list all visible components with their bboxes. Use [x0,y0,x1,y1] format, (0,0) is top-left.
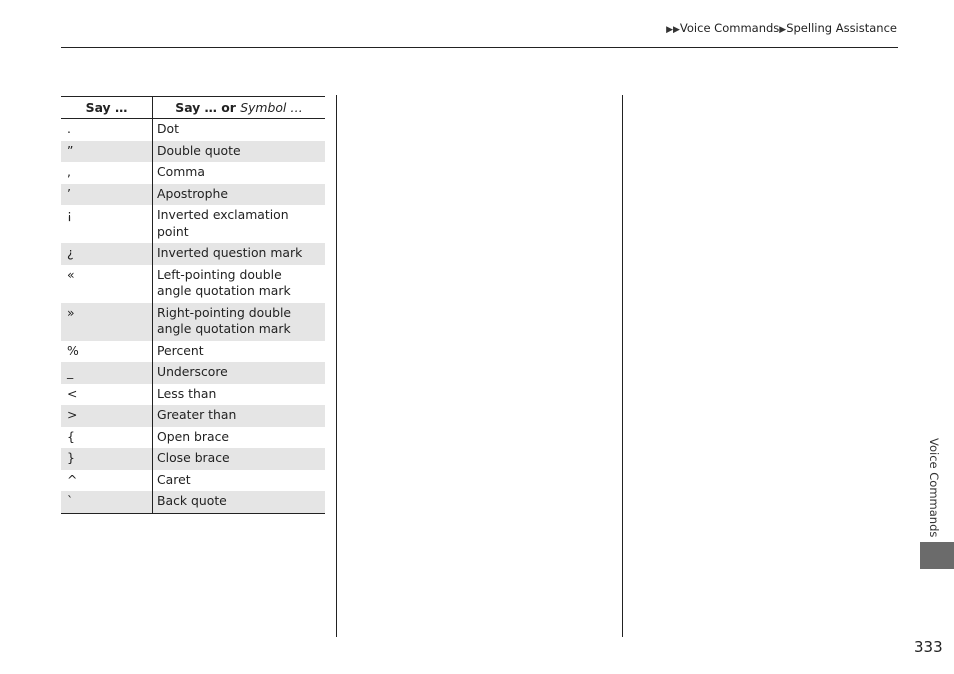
say-cell: Double quote [153,141,326,163]
table-row [61,162,325,184]
symbol-cell: . [67,121,71,136]
say-cell: Right-pointing double angle quotation mark [153,303,326,341]
table-row [61,448,325,470]
symbol-cell: ` [61,491,153,513]
table-row [61,384,325,406]
header-say-or-symbol: Say … or Symbol … [153,97,326,119]
say-cell: Inverted exclamation point [153,205,326,243]
table-row [61,470,325,492]
say-cell: Less than [153,384,326,406]
say-cell: Comma [153,162,326,184]
table-header-row [61,97,325,119]
table-row [61,341,325,363]
breadcrumb-arrow-icon: ▶ [673,25,680,35]
say-cell: Caret [153,470,326,492]
table-row [61,119,325,141]
breadcrumb-arrow-icon: ▶ [779,25,787,35]
table-row [61,362,325,384]
say-cell: Inverted question mark [153,243,326,265]
table-row [61,141,325,163]
page-number: 333 [914,638,943,656]
symbol-cell: ” [61,141,153,163]
table-row [61,427,325,449]
table-row [61,303,325,341]
table-row [61,243,325,265]
symbol-cell: , [67,164,71,179]
symbol-cell: « [67,266,75,282]
header-divider [61,47,898,48]
table-row [61,184,325,206]
symbol-cell: » [61,303,153,341]
symbol-cell: % [67,342,79,358]
say-cell: Open brace [153,427,326,449]
say-cell: Percent [153,341,326,363]
symbol-cell: ^ [67,471,78,487]
say-cell: Underscore [153,362,326,384]
section-side-label: Voice Commands [927,438,941,538]
column-divider-2 [622,95,623,637]
say-cell: Back quote [153,491,326,513]
header-say: Say … [61,97,153,119]
say-cell: Close brace [153,448,326,470]
table-row [61,205,325,243]
symbol-cell: < [67,385,78,401]
breadcrumb-item-voice-commands: Voice Commands [679,21,780,35]
breadcrumb-item-spelling-assistance: Spelling Assistance [786,21,897,35]
section-tab-marker [920,542,954,569]
column-divider-1 [336,95,337,637]
symbol-cell: ¡ [67,207,72,222]
say-cell: Left-pointing double angle quotation mark [153,265,326,303]
say-cell: Apostrophe [153,184,326,206]
table-row [61,405,325,427]
say-cell: Greater than [153,405,326,427]
breadcrumb-arrow-icon: ▶ [666,25,673,35]
symbol-cell: > [61,405,153,427]
symbol-cell: ’ [61,184,153,206]
say-cell: Dot [153,119,326,141]
symbol-cell: ¿ [61,243,153,265]
table-row [61,491,325,513]
breadcrumb [666,21,897,35]
symbol-cell: } [61,448,153,470]
table-row [61,265,325,303]
symbol-cell: { [67,428,75,444]
symbol-cell: _ [61,362,153,384]
symbol-table [61,96,325,514]
